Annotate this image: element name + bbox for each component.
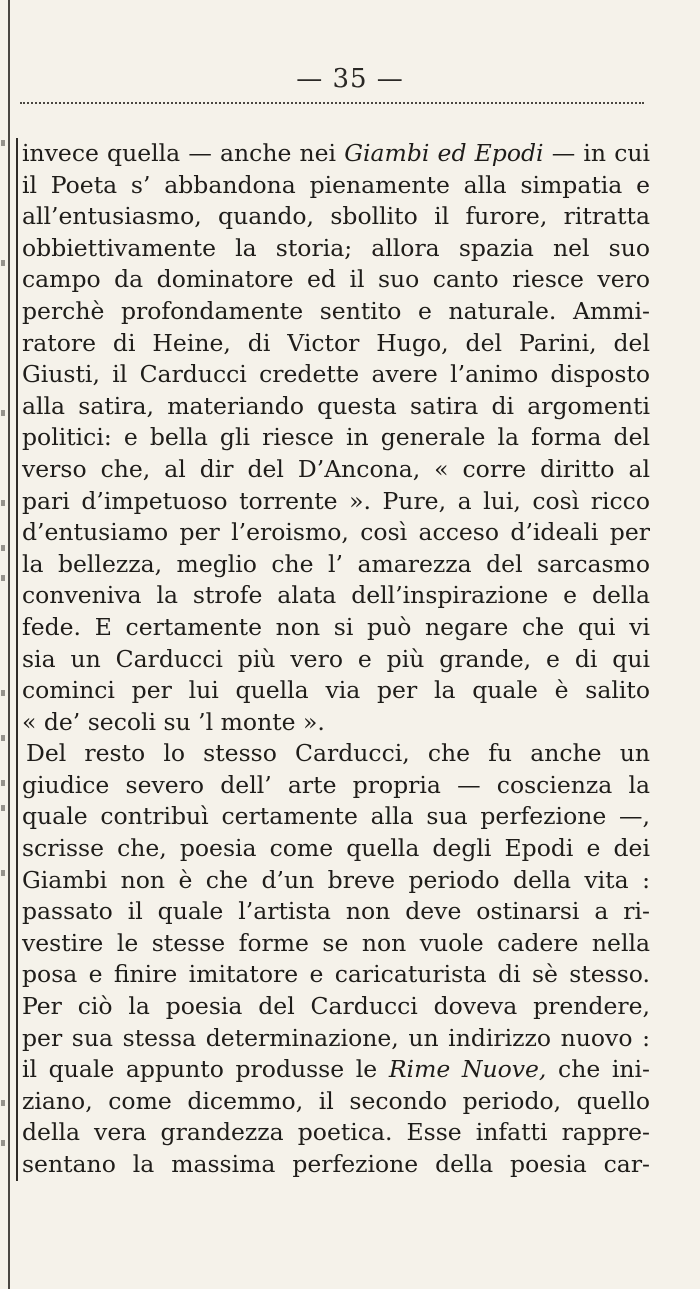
text-segment: Giambi non è che d’un breve periodo della vita : bbox=[22, 865, 650, 894]
text-line bbox=[22, 170, 650, 202]
text-segment: che ini- bbox=[546, 1055, 650, 1084]
text-segment: sia un Carducci più vero e più grande, e di qui bbox=[22, 644, 650, 673]
text-line bbox=[22, 264, 650, 296]
text-segment: invece quella — anche nei bbox=[22, 139, 345, 167]
text-line bbox=[22, 549, 650, 581]
text-line bbox=[22, 991, 650, 1023]
text-segment: all’entusiasmo, quando, sbollito il furore, ritratta bbox=[22, 202, 650, 231]
text-segment: cominci per lui quella via per la quale è salito bbox=[22, 676, 650, 705]
text-line bbox=[22, 422, 650, 454]
text-line bbox=[22, 1054, 650, 1086]
text-segment: campo da dominatore ed il suo canto riesce vero bbox=[22, 265, 650, 294]
text-segment: obbiettivamente la storia; allora spazia nel suo bbox=[22, 233, 650, 262]
text-segment: della vera grandezza poetica. Esse infatti rappre- bbox=[22, 1118, 650, 1147]
text-segment: — in cui bbox=[543, 139, 651, 167]
text-line bbox=[22, 959, 650, 991]
text-segment: alla satira, materiando questa satira di argomenti bbox=[22, 391, 650, 420]
text-segment: per sua stessa determinazione, un indirizzo nuovo : bbox=[22, 1023, 650, 1052]
text-line bbox=[22, 1086, 650, 1118]
text-segment: ziano, come dicemmo, il secondo periodo, quello bbox=[22, 1086, 650, 1115]
text-segment: quale contribuì certamente alla sua perfezione —, bbox=[22, 802, 650, 831]
text-segment: sentano la massima perfezione della poesia car- bbox=[22, 1150, 650, 1178]
text-segment: giudice severo dell’ arte propria — coscienza la bbox=[22, 770, 650, 799]
text-line bbox=[22, 1023, 650, 1055]
text-segment: ratore di Heine, di Victor Hugo, del Parini, del bbox=[22, 328, 650, 357]
text-line bbox=[22, 896, 650, 928]
text-segment: verso che, al dir del D’Ancona, « corre diritto al bbox=[22, 454, 650, 483]
text-line bbox=[22, 391, 650, 423]
text-line bbox=[22, 359, 650, 391]
text-line bbox=[22, 675, 650, 707]
text-line bbox=[22, 296, 650, 328]
text-segment: « de’ secoli su ’l monte ». bbox=[22, 707, 325, 736]
text-segment: Per ciò la poesia del Carducci doveva prendere, bbox=[22, 992, 650, 1021]
text-segment: la bellezza, meglio che l’ amarezza del sarcasmo bbox=[22, 549, 650, 578]
body-text bbox=[16, 138, 650, 1181]
text-segment: pari d’impetuoso torrente ». Pure, a lui, così ricco bbox=[22, 486, 650, 515]
text-line bbox=[22, 233, 650, 265]
text-segment: Del resto lo stesso Carducci, che fu anche un bbox=[26, 739, 650, 768]
text-segment: politici: e bella gli riesce in generale la forma del bbox=[22, 423, 650, 452]
page-gutter-line bbox=[8, 0, 10, 1289]
page-number: — 35 — bbox=[296, 64, 404, 94]
text-segment: passato il quale l’artista non deve ostinarsi a ri- bbox=[22, 897, 650, 926]
text-segment: perchè profondamente sentito e naturale. Ammi- bbox=[22, 296, 650, 325]
text-line bbox=[22, 833, 650, 865]
text-line bbox=[22, 201, 650, 233]
text-line bbox=[22, 865, 650, 897]
text-line bbox=[22, 486, 650, 518]
text-segment: fede. E certamente non si può negare che qui vi bbox=[22, 612, 650, 641]
italic-title: Rime Nuove, bbox=[388, 1055, 547, 1084]
italic-title: Giambi ed Epodi bbox=[344, 139, 544, 167]
text-segment: d’entusiamo per l’eroismo, così acceso d’ideali per bbox=[22, 518, 650, 547]
text-line bbox=[22, 517, 650, 549]
text-line bbox=[22, 644, 650, 676]
text-line bbox=[22, 738, 650, 770]
text-segment: vestire le stesse forme se non vuole cadere nella bbox=[22, 928, 650, 957]
text-line bbox=[22, 138, 650, 170]
text-line bbox=[22, 328, 650, 360]
text-segment: il quale appunto produsse le bbox=[22, 1055, 389, 1084]
header-dotted-rule bbox=[20, 102, 644, 104]
text-line bbox=[22, 454, 650, 486]
text-line bbox=[22, 770, 650, 802]
text-segment: posa e finire imitatore e caricaturista di sè stesso. bbox=[22, 960, 650, 989]
gutter-marks bbox=[0, 0, 8, 1289]
text-line bbox=[22, 928, 650, 960]
text-line bbox=[22, 580, 650, 612]
text-segment: conveniva la strofe alata dell’inspirazione e della bbox=[22, 581, 650, 610]
text-line bbox=[22, 801, 650, 833]
text-line bbox=[22, 1117, 650, 1149]
text-segment: Giusti, il Carducci credette avere l’animo disposto bbox=[22, 360, 650, 389]
text-segment: il Poeta s’ abbandona pienamente alla simpatia e bbox=[22, 170, 650, 199]
text-segment: scrisse che, poesia come quella degli Epodi e dei bbox=[22, 834, 650, 863]
text-line bbox=[22, 1149, 650, 1181]
text-line bbox=[22, 612, 650, 644]
text-line bbox=[22, 707, 650, 739]
